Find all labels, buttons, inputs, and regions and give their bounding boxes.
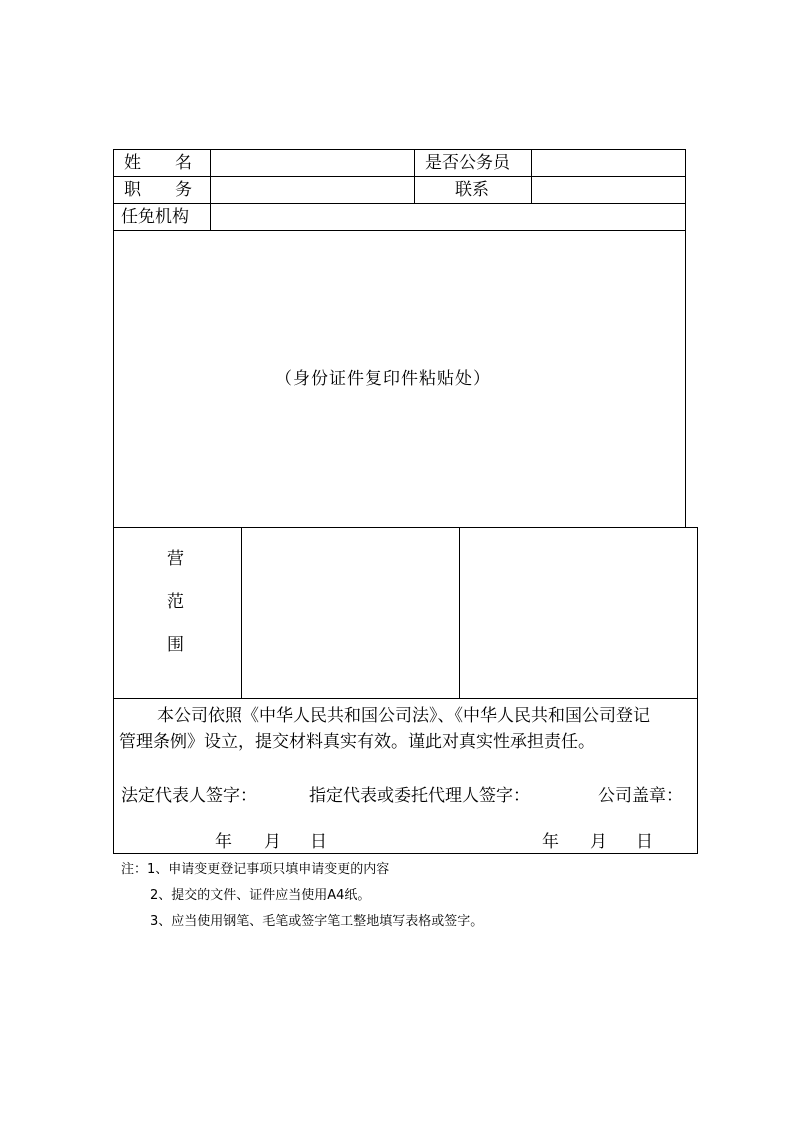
date-left-month: 月 bbox=[264, 832, 281, 852]
agent-sign-label: 指定代表或委托代理人签字： bbox=[309, 786, 530, 806]
civil-servant-field[interactable] bbox=[532, 150, 685, 176]
declaration-line-1: 本公司依照《中华人民共和国公司法》、《中华人民共和国公司登记 bbox=[157, 706, 650, 726]
date-right-day: 日 bbox=[636, 832, 653, 852]
table-bottom-border bbox=[113, 853, 698, 854]
scope-label-3: 围 bbox=[167, 635, 184, 655]
table-right-border-upper bbox=[685, 149, 686, 528]
appointing-org-label: 任免机构 bbox=[121, 207, 189, 227]
scope-field-2[interactable] bbox=[460, 528, 697, 698]
table-right-border-lower bbox=[697, 527, 698, 854]
row-divider-5 bbox=[113, 698, 698, 699]
appointing-org-field[interactable] bbox=[211, 204, 685, 230]
contact-label: 联系 bbox=[455, 180, 489, 200]
position-label: 职 务 bbox=[124, 180, 192, 200]
name-label: 姓 名 bbox=[124, 153, 192, 173]
declaration-line-2: 管理条例》设立，提交材料真实有效。谨此对真实性承担责任。 bbox=[119, 732, 595, 752]
date-left-year: 年 bbox=[215, 832, 232, 852]
date-right-month: 月 bbox=[590, 832, 607, 852]
note-1: 注：1、申请变更登记事项只填申请变更的内容 bbox=[121, 862, 390, 877]
contact-field[interactable] bbox=[532, 177, 685, 203]
scope-label-1: 营 bbox=[167, 549, 184, 569]
col-divider-mid bbox=[414, 149, 415, 204]
id-paste-area-label: （身份证件复印件粘贴处） bbox=[275, 369, 491, 389]
scope-label-2: 范 bbox=[167, 592, 184, 612]
name-field[interactable] bbox=[211, 150, 414, 176]
position-field[interactable] bbox=[211, 177, 414, 203]
scope-field-1[interactable] bbox=[242, 528, 459, 698]
note-2: 2、提交的文件、证件应当使用A4纸。 bbox=[150, 888, 371, 903]
legal-rep-sign-label: 法定代表人签字： bbox=[121, 786, 257, 806]
company-seal-label: 公司盖章： bbox=[598, 786, 683, 806]
date-right-year: 年 bbox=[542, 832, 559, 852]
date-left-day: 日 bbox=[310, 832, 327, 852]
civil-servant-label: 是否公务员 bbox=[425, 153, 510, 173]
note-3: 3、应当使用钢笔、毛笔或签字笔工整地填写表格或签字。 bbox=[150, 914, 484, 929]
